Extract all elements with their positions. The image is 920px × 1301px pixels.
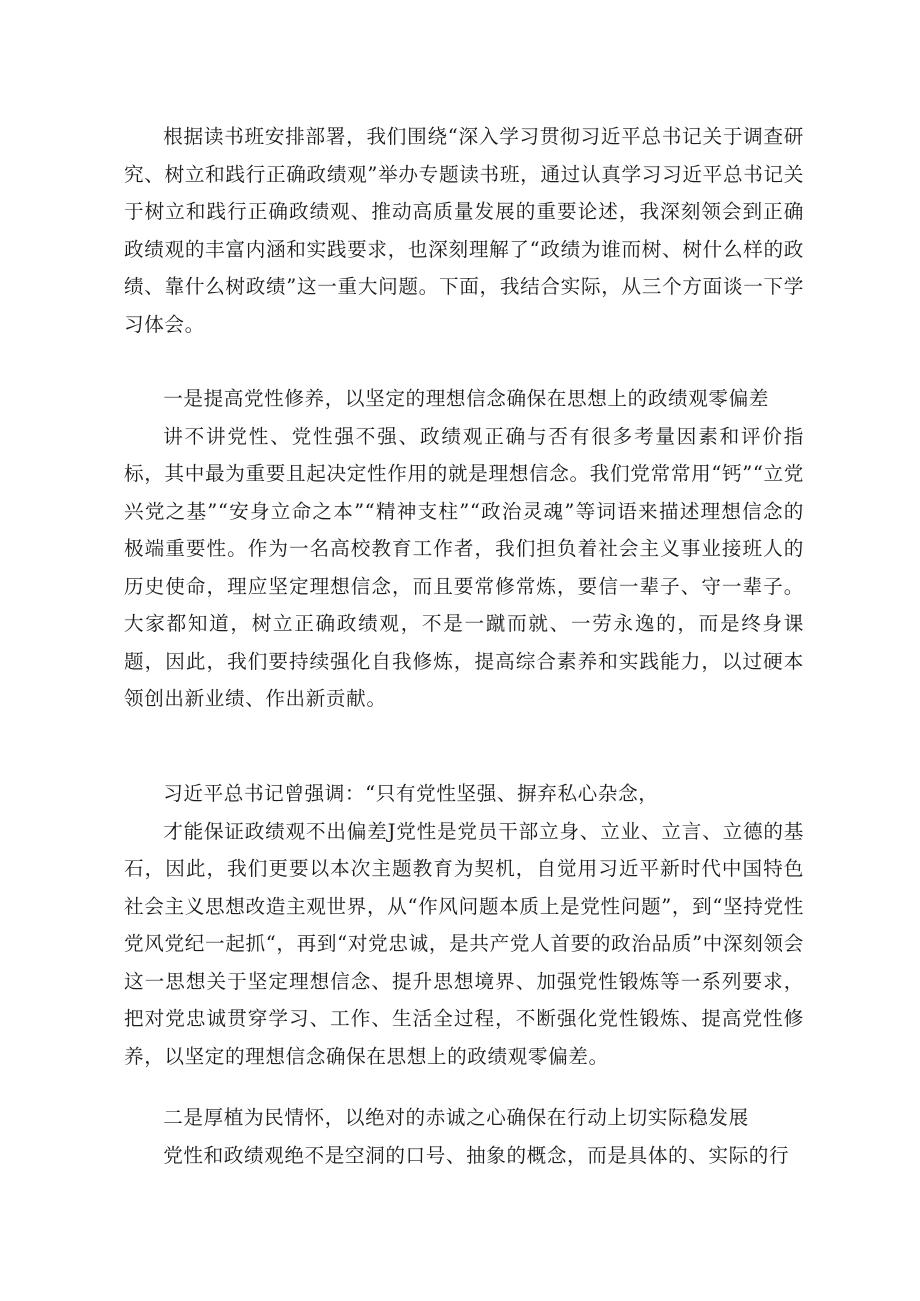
section-two-paragraph: 党性和政绩观绝不是空洞的口号、抽象的概念，而是具体的、实际的行 [163, 1143, 790, 1167]
section-one-paragraph: 讲不讲党性、党性强不强、政绩观正确与否有很多考量因素和评价指标，其中最为重要且起决定性作用的就是理想信念。我们党常常用“钙”“立党兴党之基”“安身立命之本”“精神支柱”“政治灵魂”等词语来描述理想信念的极端重要性。作为一名高校教育工作者，我们担负着社会主义事业接班人的历史使命，理应坚定理想信念，而且要常修常炼，要信一辈子、守一辈子。大家都知道，树立正确政绩观，不是一蹴而就、一劳永逸的，而是终身课题，因此，我们要持续强化自我修炼，提高综合素养和实践能力，以过硬本领创出新业绩、作出新贡献。 [124, 424, 804, 710]
intro-paragraph: 根据读书班安排部署，我们围绕“深入学习贯彻习近平总书记关于调查研究、树立和践行正确政绩观”举办专题读书班，通过认真学习习近平总书记关于树立和践行正确政绩观、推动高质量发展的重要论述，我深刻领会到正确政绩观的丰富内涵和实践要求，也深刻理解了“政绩为谁而树、树什么样的政绩、靠什么树政绩”这一重大问题。下面，我结合实际，从三个方面谈一下学习体会。 [124, 125, 804, 336]
section-one [124, 380, 804, 718]
quote-section [124, 775, 804, 1075]
intro-section [124, 118, 804, 343]
quote-paragraph-continuation: 才能保证政绩观不出偏差J党性是党员干部立身、立业、立言、立德的基石，因此，我们更要以本次主题教育为契机，自觉用习近平新时代中国特色社会主义思想改造主观世界，从“作风问题本质上是党性问题”，到“坚持党性党风党纪一起抓“，再到“对党忠诚，是共产党人首要的政治品质”中深刻领会这一思想关于坚定理想信念、提升思想境界、加强党性锻炼等一系列要求，把对党忠诚贯穿学习、工作、生活全过程，不断强化党性锻炼、提高党性修养，以坚定的理想信念确保在思想上的政绩观零偏差。 [124, 819, 804, 1068]
section-two-heading: 二是厚植为民情怀，以绝对的赤诚之心确保在行动上切实际稳发展 [163, 1106, 749, 1129]
section-two [124, 1099, 804, 1174]
quote-paragraph-start: 习近平总书记曾强调：“只有党性坚强、摒弃私心杂念， [163, 782, 659, 805]
section-one-heading: 一是提高党性修养，以坚定的理想信念确保在思想上的政绩观零偏差 [163, 387, 769, 410]
